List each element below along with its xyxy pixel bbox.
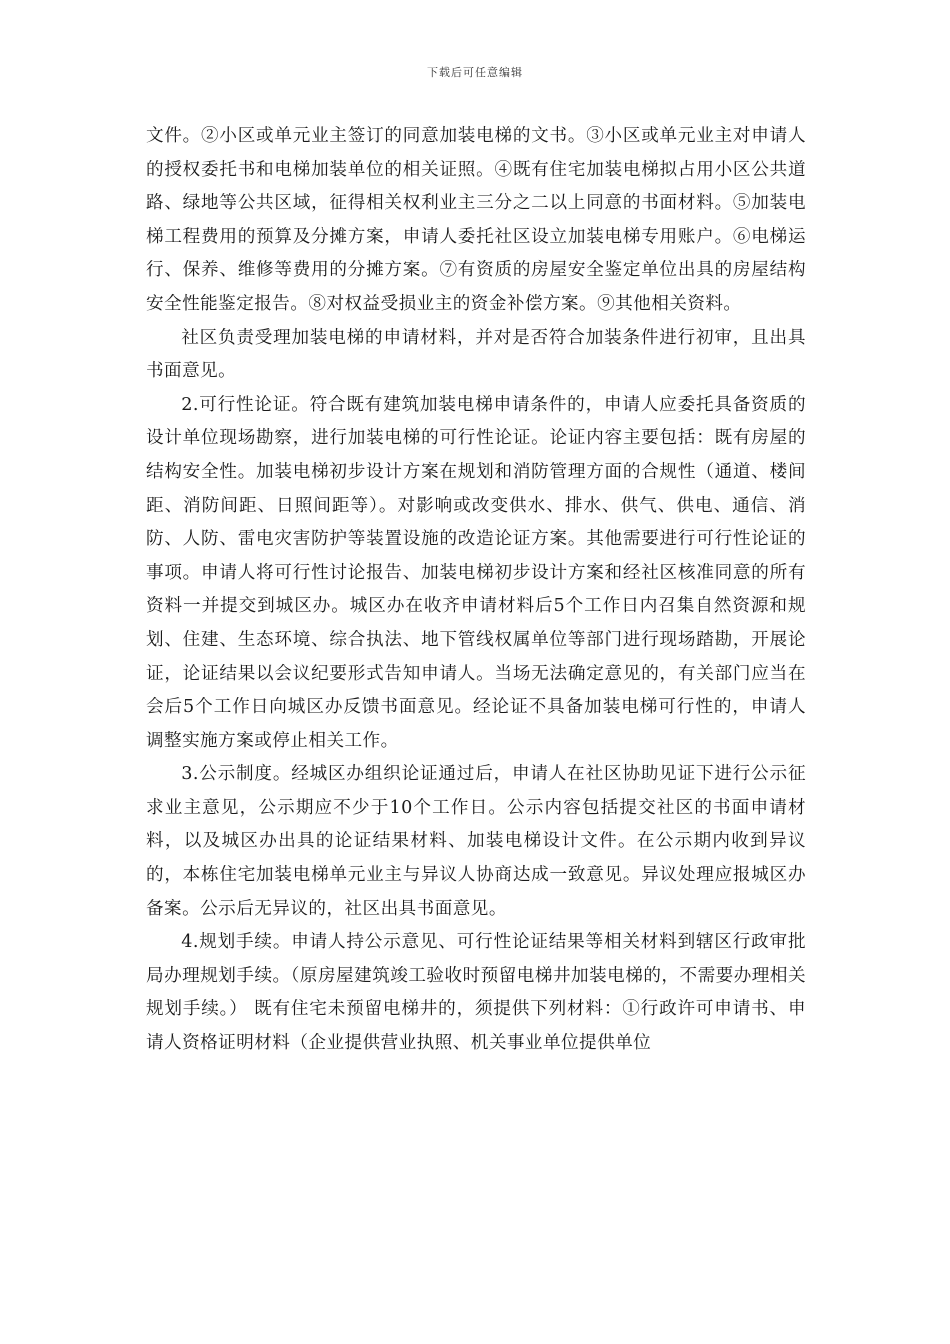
paragraph-planning-procedures: 4.规划手续。申请人持公示意见、可行性论证结果等相关材料到辖区行政审批局办理规划手续。（原房屋建筑竣工验收时预留电梯井加装电梯的，不需要办理相关规划手续。） 既有住宅未预留电梯井的，须提供下列材料：①行政许可申请书、申请人资格证明材料（企业提供营业执照、机关事业单位提供单位 — [146, 932, 806, 1054]
paragraph-materials-list: 文件。②小区或单元业主签订的同意加装电梯的文书。③小区或单元业主对申请人的授权委托书和电梯加装单位的相关证照。④既有住宅加装电梯拟占用小区公共道路、绿地等公共区域，征得相关权利业主三分之二以上同意的书面材料。⑤加装电梯工程费用的预算及分摊方案，申请人委托社区设立加装电梯专用账户。⑥电梯运行、保养、维修等费用的分摊方案。⑦有资质的房屋安全鉴定单位出具的房屋结构安全性能鉴定报告。⑧对权益受损业主的资金补偿方案。⑨其他相关资料。 — [146, 126, 806, 314]
document-body — [146, 120, 806, 1061]
paragraph-community-review: 社区负责受理加装电梯的申请材料，并对是否符合加装条件进行初审，且出具书面意见。 — [146, 327, 806, 382]
page-header: 下载后可任意编辑 — [427, 66, 523, 79]
paragraph-public-notice: 3.公示制度。经城区办组织论证通过后，申请人在社区协助见证下进行公示征求业主意见，公示期应不少于10个工作日。公示内容包括提交社区的书面申请材料，以及城区办出具的论证结果材料、加装电梯设计文件。在公示期内收到异议的，本栋住宅加装电梯单元业主与异议人协商达成一致意见。异议处理应报城区办备案。公示后无异议的，社区出具书面意见。 — [146, 764, 806, 919]
paragraph-feasibility: 2.可行性论证。符合既有建筑加装电梯申请条件的，申请人应委托具备资质的设计单位现场勘察，进行加装电梯的可行性论证。论证内容主要包括：既有房屋的结构安全性。加装电梯初步设计方案在规划和消防管理方面的合规性（通道、楼间距、消防间距、日照间距等）。对影响或改变供水、排水、供气、供电、通信、消防、人防、雷电灾害防护等装置设施的改造论证方案。其他需要进行可行性论证的事项。申请人将可行性讨论报告、加装电梯初步设计方案和经社区核准同意的所有资料一并提交到城区办。城区办在收齐申请材料后5个工作日内召集自然资源和规划、住建、生态环境、综合执法、地下管线权属单位等部门进行现场踏勘，开展论证，论证结果以会议纪要形式告知申请人。当场无法确定意见的，有关部门应当在会后5个工作日向城区办反馈书面意见。经论证不具备加装电梯可行性的，申请人调整实施方案或停止相关工作。 — [146, 394, 806, 751]
